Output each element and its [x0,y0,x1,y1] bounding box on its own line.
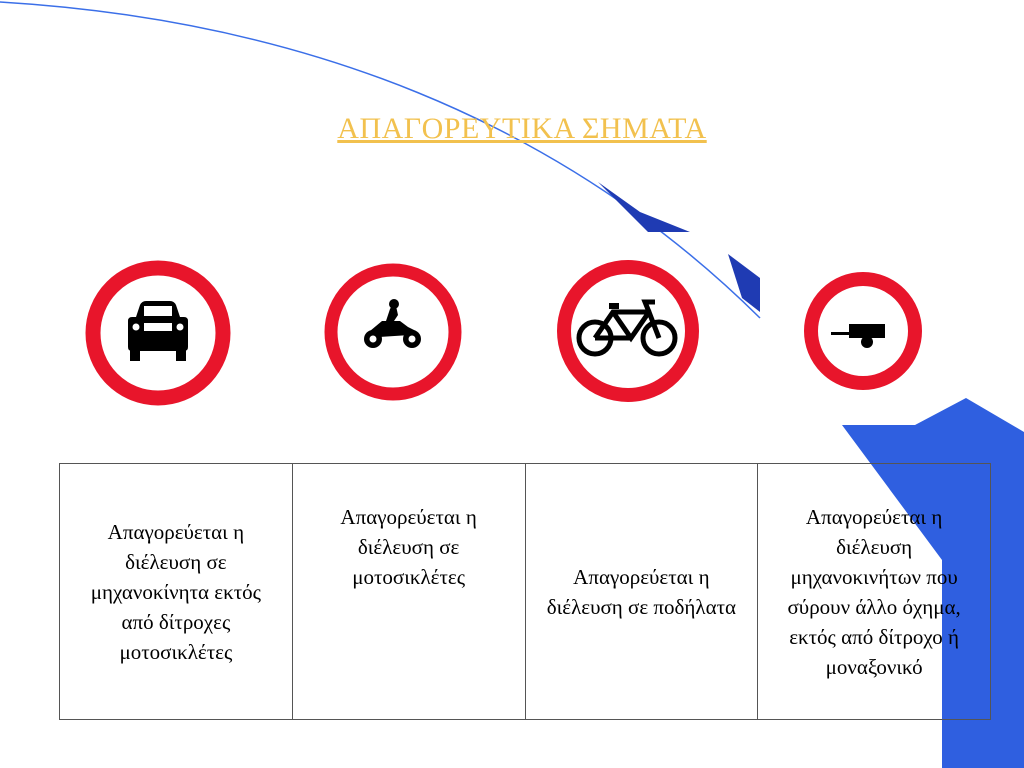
sign-description: Απαγορεύεται η διέλευση σε ποδήλατα [546,564,737,619]
sign-description: Απαγορεύεται η διέλευση σε μηχανοκίνητα εκτός από δίτροχες μοτοσικλέτες [90,519,261,664]
no-motorcycles-sign [320,259,466,405]
table-cell [758,464,991,720]
no-motor-vehicles-sign [84,259,232,407]
table-cell [525,464,758,720]
page-title: ΑΠΑΓΟΡΕΥΤΙΚΑ ΣΗΜΑΤΑ [337,112,707,145]
dark-blue-wedge [598,182,690,232]
sign-description: Απαγορεύεται η διέλευση μηχανοκινήτων που σύρουν άλλο όχημα, εκτός από δίτροχο ή μοναξονικό [787,504,961,679]
table-cell [292,464,525,720]
table-cell [60,464,293,720]
no-bicycles-sign [553,256,703,406]
sign-description: Απαγορεύεται η διέλευση σε μοτοσικλέτες [340,505,477,589]
table-row [60,464,991,720]
signs-table [59,463,991,720]
no-trailers-sign [801,270,925,392]
